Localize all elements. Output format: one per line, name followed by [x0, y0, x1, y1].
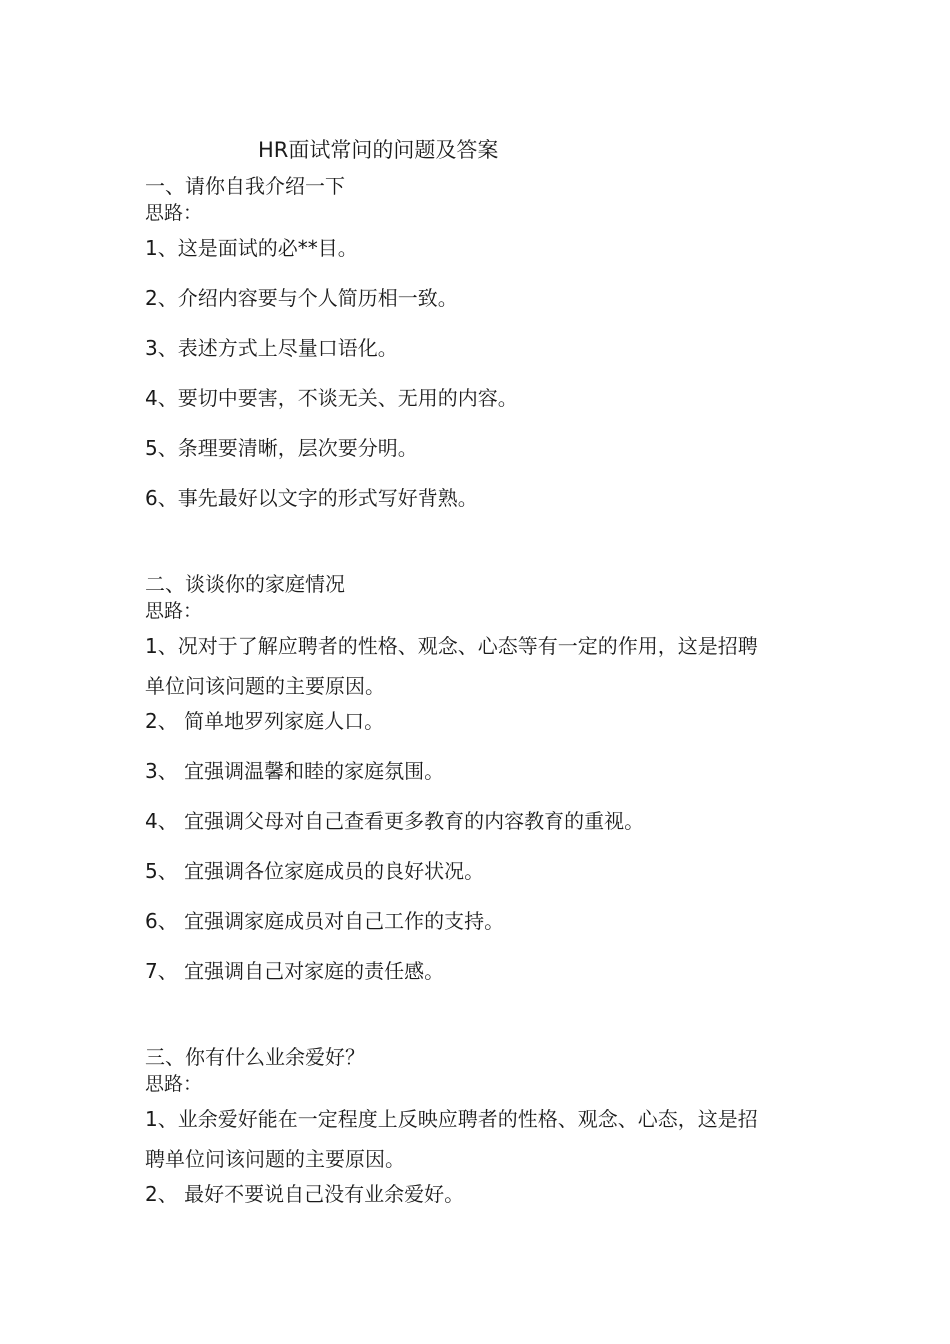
list-item: 4、要切中要害，不谈无关、无用的内容。 [145, 386, 518, 410]
list-item: 2、介绍内容要与个人简历相一致。 [145, 286, 458, 310]
list-item: 4、 宜强调父母对自己查看更多教育的内容教育的重视。 [145, 809, 645, 833]
list-item: 5、 宜强调各位家庭成员的良好状况。 [145, 859, 485, 883]
list-item: 1、况对于了解应聘者的性格、观念、心态等有一定的作用，这是招聘 [145, 634, 758, 658]
section-sub-3: 思路： [145, 1073, 203, 1095]
list-item: 6、 宜强调家庭成员对自己工作的支持。 [145, 909, 505, 933]
section-heading-3: 三、你有什么业余爱好？ [145, 1045, 365, 1069]
list-item: 1、这是面试的必**目。 [145, 236, 358, 260]
list-item: 1、业余爱好能在一定程度上反映应聘者的性格、观念、心态，这是招 [145, 1107, 758, 1131]
list-item: 2、 简单地罗列家庭人口。 [145, 709, 385, 733]
list-item: 3、 宜强调温馨和睦的家庭氛围。 [145, 759, 445, 783]
list-item: 6、事先最好以文字的形式写好背熟。 [145, 486, 478, 510]
list-item: 7、 宜强调自己对家庭的责任感。 [145, 959, 445, 983]
list-item: 5、条理要清晰，层次要分明。 [145, 436, 418, 460]
list-item: 3、表述方式上尽量口语化。 [145, 336, 398, 360]
section-heading-1: 一、请你自我介绍一下 [145, 174, 345, 198]
list-item: 单位问该问题的主要原因。 [145, 674, 385, 698]
document-title: HR面试常问的问题及答案 [258, 138, 499, 162]
list-item: 聘单位问该问题的主要原因。 [145, 1147, 405, 1171]
section-heading-2: 二、谈谈你的家庭情况 [145, 572, 345, 596]
section-sub-1: 思路： [145, 202, 203, 224]
list-item: 2、 最好不要说自己没有业余爱好。 [145, 1182, 465, 1206]
section-sub-2: 思路： [145, 600, 203, 622]
